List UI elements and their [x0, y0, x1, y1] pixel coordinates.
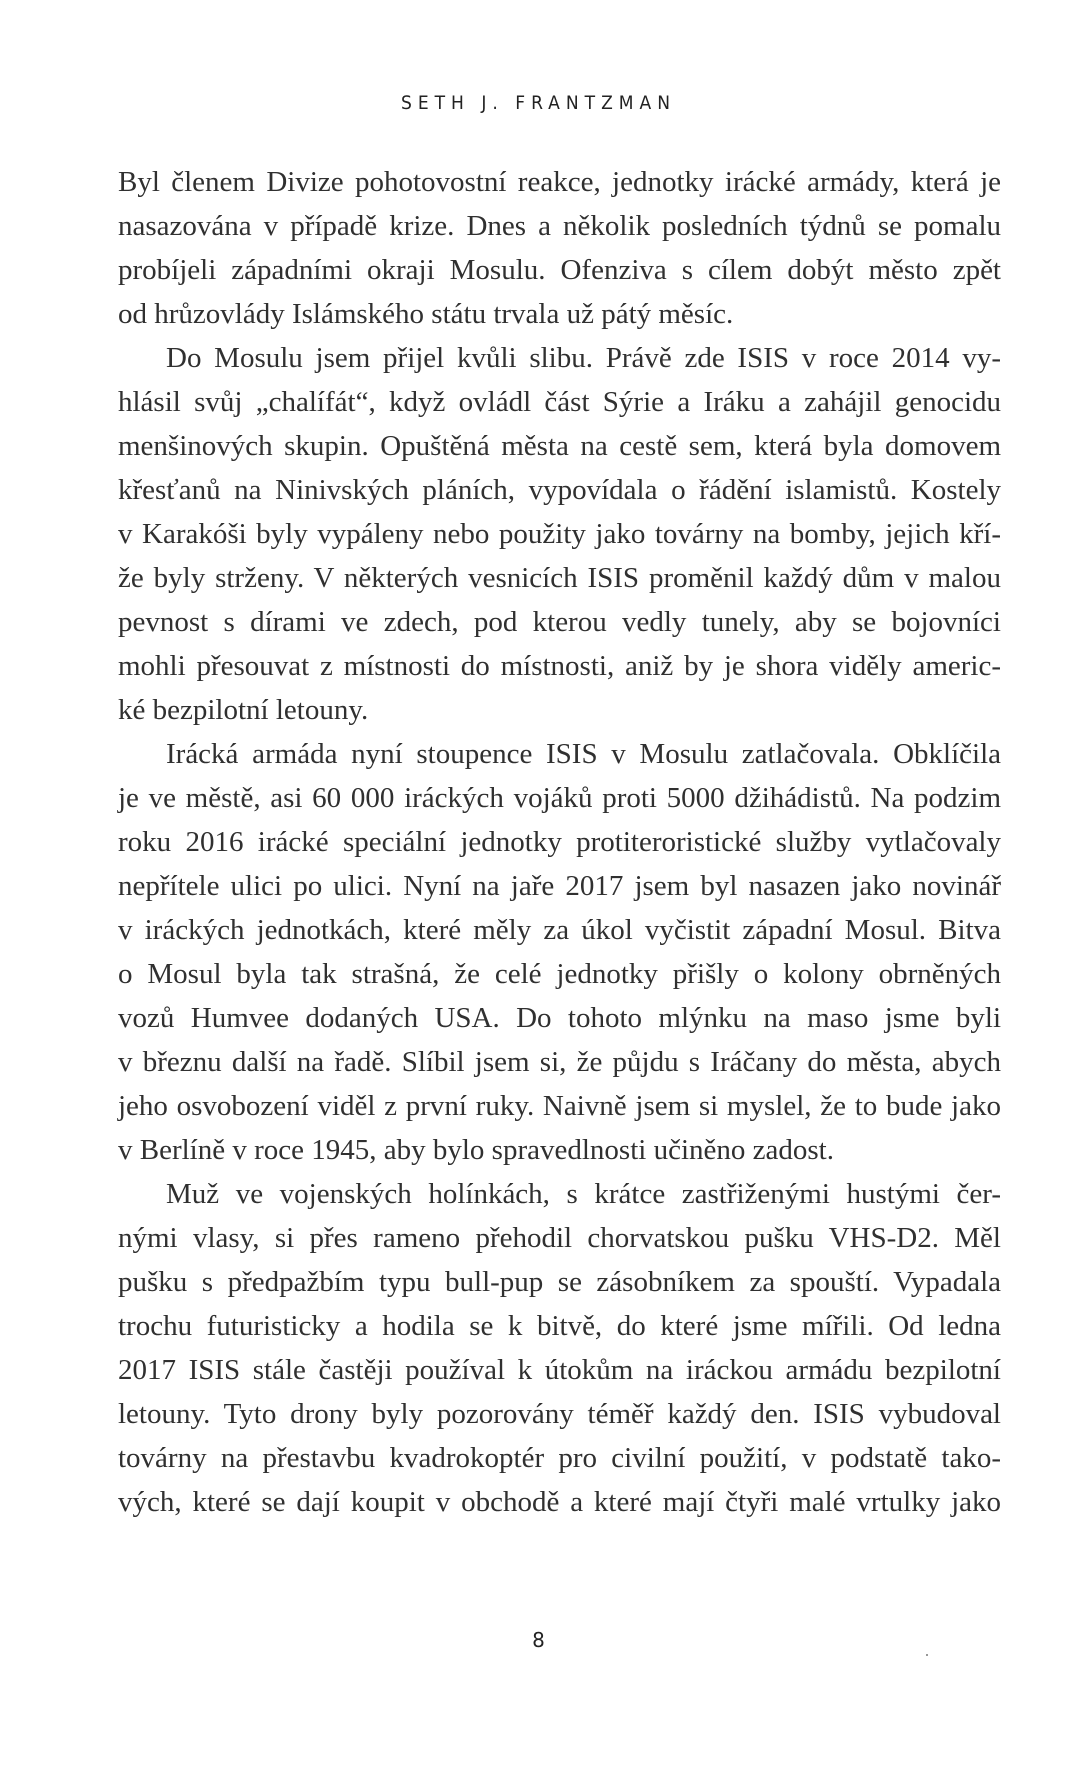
- text-line: v Karakóši byly vypáleny nebo použity jako továrny na bomby, jejich kří-: [118, 518, 1001, 550]
- scan-speck: [926, 1654, 928, 1656]
- text-line: letouny. Tyto drony byly pozorovány téměř každý den. ISIS vybudoval: [118, 1398, 1001, 1430]
- text-line: menšinových skupin. Opuštěná města na cestě sem, která byla domovem: [118, 430, 1001, 462]
- page-number: 8: [532, 1628, 545, 1652]
- text-line: je ve městě, asi 60 000 iráckých vojáků proti 5000 džihádistů. Na podzim: [118, 782, 1001, 814]
- text-line: že byly strženy. V některých vesnicích ISIS proměnil každý dům v malou: [118, 562, 1001, 594]
- text-line: Muž ve vojenských holínkách, s krátce zastřiženými hustými čer-: [166, 1178, 1001, 1210]
- text-line: mohli přesouvat z místnosti do místnosti, aniž by je shora viděly americ-: [118, 650, 1001, 682]
- text-line: Do Mosulu jsem přijel kvůli slibu. Právě zde ISIS v roce 2014 vy-: [166, 342, 1001, 374]
- text-line: pevnost s dírami ve zdech, pod kterou vedly tunely, aby se bojovníci: [118, 606, 1001, 638]
- text-line: hlásil svůj „chalífát“, když ovládl část Sýrie a Iráku a zahájil genocidu: [118, 386, 1001, 418]
- text-line: jeho osvobození viděl z první ruky. Naivně jsem si myslel, že to bude jako: [118, 1090, 1001, 1122]
- text-line: v březnu další na řadě. Slíbil jsem si, že půjdu s Iráčany do města, abych: [118, 1046, 1001, 1078]
- text-line: v Berlíně v roce 1945, aby bylo spravedlnosti učiněno zadost.: [118, 1134, 834, 1166]
- text-line: nepřítele ulici po ulici. Nyní na jaře 2017 jsem byl nasazen jako novinář: [118, 870, 1001, 902]
- text-line: 2017 ISIS stále častěji používal k útokům na iráckou armádu bezpilotní: [118, 1354, 1001, 1386]
- text-line: trochu futuristicky a hodila se k bitvě, do které jsme mířili. Od ledna: [118, 1310, 1001, 1342]
- text-line: probíjeli západními okraji Mosulu. Ofenziva s cílem dobýt město zpět: [118, 254, 1001, 286]
- text-line: roku 2016 irácké speciální jednotky protiteroristické služby vytlačovaly: [118, 826, 1001, 858]
- text-line: od hrůzovlády Islámského státu trvala už pátý měsíc.: [118, 298, 734, 330]
- text-line: nými vlasy, si přes rameno přehodil chorvatskou pušku VHS-D2. Měl: [118, 1222, 1001, 1254]
- text-line: Byl členem Divize pohotovostní reakce, jednotky irácké armády, která je: [118, 166, 1001, 198]
- text-line: v iráckých jednotkách, které měly za úkol vyčistit západní Mosul. Bitva: [118, 914, 1001, 946]
- body-text: [118, 160, 1001, 1524]
- text-line: ké bezpilotní letouny.: [118, 694, 369, 726]
- text-line: pušku s předpažbím typu bull-pup se zásobníkem za spouští. Vypadala: [118, 1266, 1001, 1298]
- text-line: Irácká armáda nyní stoupence ISIS v Mosulu zatlačovala. Obklíčila: [166, 738, 1001, 770]
- text-line: továrny na přestavbu kvadrokoptér pro civilní použití, v podstatě tako-: [118, 1442, 1001, 1474]
- text-line: vých, které se dají koupit v obchodě a které mají čtyři malé vrtulky jako: [118, 1486, 1001, 1518]
- text-line: vozů Humvee dodaných USA. Do tohoto mlýnku na maso jsme byli: [118, 1002, 1001, 1034]
- text-line: o Mosul byla tak strašná, že celé jednotky přišly o kolony obrněných: [118, 958, 1001, 990]
- text-line: nasazována v případě krize. Dnes a několik posledních týdnů se pomalu: [118, 210, 1001, 242]
- running-header: SETH J. FRANTZMAN: [400, 92, 677, 114]
- text-line: křesťanů na Ninivských pláních, vypovídala o řádění islamistů. Kostely: [118, 474, 1001, 506]
